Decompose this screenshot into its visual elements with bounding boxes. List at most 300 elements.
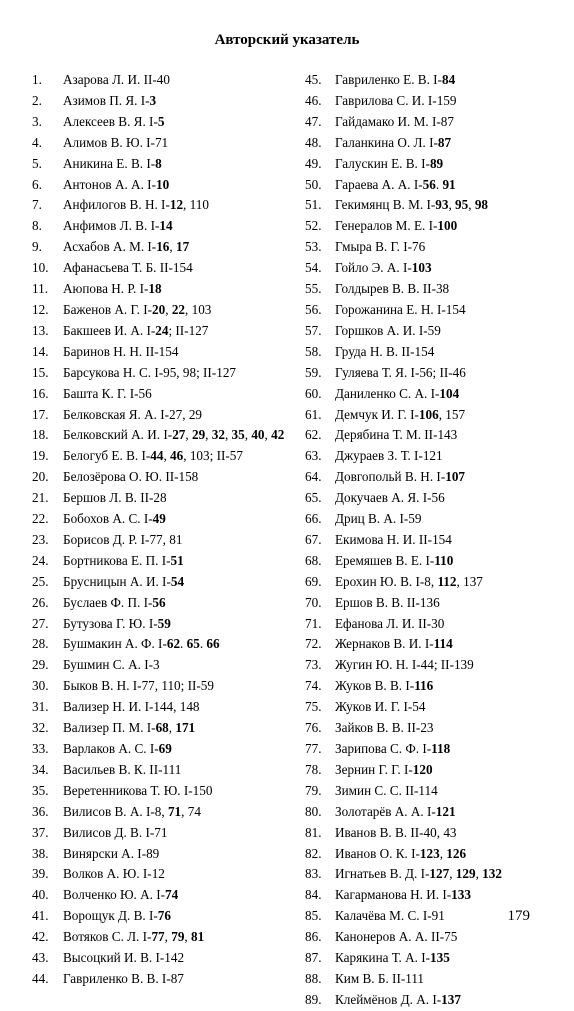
entry-text-part: Ворощук Д. В. I- bbox=[63, 908, 158, 924]
entry-text bbox=[335, 446, 567, 467]
entry-text bbox=[335, 321, 567, 342]
entry-page-bold: 8 bbox=[155, 155, 162, 171]
entry-number: 35. bbox=[32, 782, 49, 798]
entry-number: 75. bbox=[305, 699, 322, 715]
entry-text-part: ; II-127 bbox=[168, 322, 209, 338]
entry-number: 2. bbox=[32, 92, 42, 108]
entry-number: 9. bbox=[32, 239, 42, 255]
entry-text bbox=[335, 425, 567, 446]
entry-text-part: Зимин С. С. II-114 bbox=[335, 782, 438, 798]
entry-text bbox=[63, 823, 308, 844]
entry-text-part: Вилисов Д. В. I-71 bbox=[63, 824, 168, 840]
entry-text-part: Жугин Ю. Н. I-44; II-139 bbox=[335, 657, 474, 673]
entry-number: 32. bbox=[32, 720, 49, 736]
entry-text-part: , bbox=[163, 448, 171, 464]
index-entry bbox=[32, 676, 308, 697]
entry-text-part: Бортникова Е. П. I- bbox=[63, 552, 171, 568]
entry-text-part: Горшков А. И. I-59 bbox=[335, 322, 441, 338]
index-entry bbox=[305, 488, 567, 509]
entry-page-bold: 22 bbox=[171, 301, 185, 317]
index-entry bbox=[32, 844, 308, 865]
index-entry bbox=[305, 697, 567, 718]
entry-number: 60. bbox=[305, 385, 322, 401]
entry-number: 19. bbox=[32, 448, 49, 464]
index-entry bbox=[305, 823, 567, 844]
entry-text-part: , 137 bbox=[456, 573, 483, 589]
entry-page-bold: 32 bbox=[211, 427, 225, 443]
entry-text-part: Вализер Н. И. I-144, 148 bbox=[63, 699, 200, 715]
entry-page-bold: 104 bbox=[439, 385, 460, 401]
entry-text bbox=[63, 133, 308, 154]
index-entry bbox=[305, 446, 567, 467]
index-entry bbox=[32, 70, 308, 91]
entry-text-part: , bbox=[475, 866, 483, 882]
entry-text-part: Груда Н. В. II-154 bbox=[335, 343, 435, 359]
entry-text-part: , bbox=[165, 301, 172, 317]
entry-text-part: Винярски А. I-89 bbox=[63, 845, 160, 861]
index-entry bbox=[32, 321, 308, 342]
entry-text bbox=[335, 154, 567, 175]
entry-text-part: Гойло Э. А. I- bbox=[335, 260, 412, 276]
page-title: Авторский указатель bbox=[214, 32, 360, 48]
entry-text bbox=[335, 593, 567, 614]
entry-page-bold: 24 bbox=[155, 322, 169, 338]
entry-text-part: Брусницын А. И. I- bbox=[63, 573, 171, 589]
entry-text bbox=[335, 864, 567, 885]
entry-number: 71. bbox=[305, 615, 322, 631]
entry-text-part: , bbox=[185, 427, 192, 443]
entry-text-part: Жуков В. В. I- bbox=[335, 678, 415, 694]
entry-text bbox=[335, 844, 567, 865]
index-entry bbox=[305, 300, 567, 321]
entry-number: 6. bbox=[32, 176, 42, 192]
entry-text-part: Галанкина О. Л. I- bbox=[335, 134, 438, 150]
entry-text bbox=[335, 906, 567, 927]
entry-number: 78. bbox=[305, 761, 322, 777]
entry-text bbox=[335, 823, 567, 844]
entry-number: 31. bbox=[32, 699, 49, 715]
entry-text bbox=[63, 572, 308, 593]
entry-number: 48. bbox=[305, 134, 322, 150]
entry-number: 3. bbox=[32, 113, 42, 129]
entry-text-part: , bbox=[184, 929, 191, 945]
entry-text-part: , bbox=[448, 197, 456, 213]
entry-text-part: Зайков В. В. II-23 bbox=[335, 720, 434, 736]
entry-text bbox=[63, 279, 308, 300]
entry-text-part: Еремяшев В. Е. I- bbox=[335, 552, 435, 568]
entry-text bbox=[63, 634, 308, 655]
entry-text-part: Белозёрова О. Ю. II-158 bbox=[63, 469, 199, 485]
entry-number: 51. bbox=[305, 197, 322, 213]
entry-text-part: , bbox=[244, 427, 252, 443]
index-entry bbox=[305, 739, 567, 760]
entry-text bbox=[335, 467, 567, 488]
entry-text bbox=[335, 655, 567, 676]
entry-text bbox=[63, 363, 308, 384]
index-entry bbox=[305, 467, 567, 488]
entry-text bbox=[335, 530, 567, 551]
entry-text-part: Гуляева Т. Я. I-56; II-46 bbox=[335, 364, 466, 380]
entry-number: 67. bbox=[305, 531, 322, 547]
entry-text-part: Кагарманова Н. И. I- bbox=[335, 887, 452, 903]
entry-text-part: Клеймёнов Д. А. I- bbox=[335, 991, 442, 1007]
index-entry bbox=[305, 175, 567, 196]
entry-text-part: Ефанова Л. И. II-30 bbox=[335, 615, 445, 631]
index-entry bbox=[305, 718, 567, 739]
entry-number: 17. bbox=[32, 406, 49, 422]
entry-page-bold: 10 bbox=[155, 176, 170, 192]
entry-number: 86. bbox=[305, 929, 322, 945]
index-entry bbox=[305, 133, 567, 154]
index-entry bbox=[32, 154, 308, 175]
entry-page-bold: 20 bbox=[152, 301, 166, 317]
entry-text-part: Докучаев А. Я. I-56 bbox=[335, 490, 445, 506]
entry-text bbox=[63, 781, 308, 802]
entry-text bbox=[335, 990, 567, 1011]
index-entry bbox=[305, 614, 567, 635]
entry-page-bold: 129 bbox=[455, 866, 476, 882]
entry-number: 43. bbox=[32, 950, 49, 966]
index-entry bbox=[32, 91, 308, 112]
entry-page-bold: 81 bbox=[191, 929, 205, 945]
entry-text-part: Башта К. Г. I-56 bbox=[63, 385, 152, 401]
entry-page-bold: 5 bbox=[157, 113, 165, 129]
entry-text-part: Карякина Т. А. I- bbox=[335, 950, 431, 966]
entry-number: 21. bbox=[32, 490, 49, 506]
entry-text-part: , bbox=[164, 929, 172, 945]
index-entry bbox=[32, 614, 308, 635]
entry-text-part: , 74 bbox=[181, 803, 201, 819]
index-entry bbox=[305, 237, 567, 258]
entry-text-part: Галускин Е. В. I- bbox=[335, 155, 430, 171]
entry-text-part: Волков А. Ю. I-12 bbox=[63, 866, 165, 882]
entry-text-part: , 157 bbox=[438, 406, 466, 422]
entry-number: 13. bbox=[32, 322, 49, 338]
entry-text-part: , bbox=[468, 197, 475, 213]
index-column-right bbox=[305, 70, 567, 1011]
entry-page-bold: 17 bbox=[175, 239, 190, 255]
entry-page-bold: 29 bbox=[191, 427, 206, 443]
entry-text bbox=[63, 384, 308, 405]
entry-text-part: , bbox=[449, 866, 456, 882]
entry-number: 80. bbox=[305, 803, 322, 819]
index-entry bbox=[305, 405, 567, 426]
entry-page-bold: 116 bbox=[414, 678, 434, 694]
entry-text-part: Волченко Ю. А. I- bbox=[63, 887, 166, 903]
entry-text bbox=[63, 697, 308, 718]
entry-text bbox=[335, 342, 567, 363]
entry-text-part: Белогуб Е. В. I- bbox=[63, 448, 151, 464]
entry-text-part: Высоцкий И. В. I-142 bbox=[63, 950, 185, 966]
entry-page-bold: 95 bbox=[455, 197, 469, 213]
entry-text bbox=[63, 802, 308, 823]
index-entry bbox=[32, 216, 308, 237]
entry-page-bold: 27 bbox=[172, 427, 186, 443]
index-entry bbox=[32, 948, 308, 969]
entry-text-part: Иванов В. В. II-40, 43 bbox=[335, 824, 457, 840]
entry-text-part: , bbox=[224, 427, 232, 443]
index-entry bbox=[305, 551, 567, 572]
index-entry bbox=[305, 425, 567, 446]
entry-text-part: Ерохин Ю. В. I-8, bbox=[335, 573, 438, 589]
entry-number: 30. bbox=[32, 678, 49, 694]
entry-page-bold: 14 bbox=[159, 218, 173, 234]
entry-page-bold: 40 bbox=[251, 427, 265, 443]
entry-page-bold: 118 bbox=[431, 741, 451, 756]
index-entry bbox=[32, 655, 308, 676]
entry-page-bold: 106 bbox=[418, 406, 439, 422]
entry-page-bold: 110 bbox=[434, 552, 454, 568]
entry-text bbox=[63, 321, 308, 342]
entry-text bbox=[63, 969, 308, 990]
entry-number: 14. bbox=[32, 343, 49, 359]
entry-number: 62. bbox=[305, 427, 322, 443]
entry-text bbox=[335, 760, 567, 781]
entry-number: 39. bbox=[32, 866, 49, 882]
entry-text bbox=[63, 718, 308, 739]
entry-number: 83. bbox=[305, 866, 322, 882]
entry-text-part: Вотяков С. Л. I- bbox=[63, 929, 152, 945]
entry-text-part: Аюпова Н. Р. I- bbox=[63, 281, 149, 297]
entry-number: 36. bbox=[32, 803, 49, 819]
entry-text bbox=[335, 948, 567, 969]
entry-number: 7. bbox=[32, 197, 42, 213]
entry-number: 38. bbox=[32, 845, 49, 861]
entry-text bbox=[63, 739, 308, 760]
entry-text-part: Голдырев В. В. II-38 bbox=[335, 281, 450, 297]
entry-text bbox=[63, 112, 308, 133]
entry-number: 37. bbox=[32, 824, 49, 840]
entry-page-bold: 77 bbox=[151, 929, 165, 945]
index-entry bbox=[305, 844, 567, 865]
entry-text bbox=[335, 384, 567, 405]
entry-number: 28. bbox=[32, 636, 49, 652]
entry-text-part: Аникина Е. В. I- bbox=[63, 155, 156, 171]
entry-text bbox=[335, 216, 567, 237]
entry-number: 15. bbox=[32, 364, 49, 380]
index-entry bbox=[305, 781, 567, 802]
entry-page-bold: 89 bbox=[429, 155, 444, 171]
entry-text bbox=[335, 718, 567, 739]
entry-page-bold: 46 bbox=[170, 448, 184, 464]
entry-page-bold: 135 bbox=[430, 950, 450, 966]
entry-number: 76. bbox=[305, 720, 322, 736]
entry-text-part: , bbox=[439, 845, 447, 861]
entry-text-part: Бакшеев И. А. I- bbox=[63, 322, 156, 338]
entry-page-bold: 56 bbox=[422, 176, 436, 192]
entry-text bbox=[63, 614, 308, 635]
index-entry bbox=[305, 990, 567, 1011]
entry-page-bold: 18 bbox=[148, 281, 162, 297]
entry-number: 61. bbox=[305, 406, 322, 422]
entry-page-bold: 127 bbox=[429, 866, 450, 882]
entry-page-bold: 107 bbox=[445, 469, 465, 485]
entry-text bbox=[335, 572, 567, 593]
index-entry bbox=[305, 572, 567, 593]
entry-page-bold: 137 bbox=[441, 991, 461, 1007]
entry-text-part: Демчук И. Г. I- bbox=[335, 406, 419, 422]
entry-number: 55. bbox=[305, 281, 322, 297]
entry-text-part: Бобохов А. С. I- bbox=[63, 511, 153, 527]
entry-text-part: Белковская Я. А. I-27, 29 bbox=[63, 406, 203, 422]
entry-text-part: , bbox=[264, 427, 272, 443]
entry-text bbox=[63, 467, 308, 488]
entry-text bbox=[335, 237, 567, 258]
entry-page-bold: 3 bbox=[149, 92, 157, 108]
index-entry bbox=[32, 446, 308, 467]
entry-text-part: Жуков И. Г. I-54 bbox=[335, 699, 426, 715]
entry-number: 68. bbox=[305, 552, 322, 568]
entry-page-bold: 49 bbox=[152, 511, 166, 527]
entry-page-bold: 74 bbox=[165, 887, 179, 903]
entry-page-bold: 133 bbox=[451, 887, 471, 903]
entry-text bbox=[63, 676, 308, 697]
entry-text-part: Варлаков А. С. I- bbox=[63, 741, 159, 756]
entry-text-part: , 103; II-57 bbox=[183, 448, 243, 464]
entry-text bbox=[63, 300, 308, 321]
entry-text bbox=[63, 154, 308, 175]
entry-text bbox=[63, 551, 308, 572]
index-entry bbox=[32, 927, 308, 948]
entry-text-part: , 110 bbox=[183, 197, 209, 213]
entry-text-part: Канонеров А. А. II-75 bbox=[335, 929, 458, 945]
entry-number: 63. bbox=[305, 448, 322, 464]
index-entry bbox=[305, 509, 567, 530]
entry-page-bold: 87 bbox=[437, 134, 452, 150]
entry-number: 88. bbox=[305, 970, 322, 986]
entry-text bbox=[335, 279, 567, 300]
entry-text bbox=[63, 760, 308, 781]
entry-text-part: Гайдамако И. М. I-87 bbox=[335, 113, 454, 129]
entry-number: 47. bbox=[305, 113, 322, 129]
entry-number: 87. bbox=[305, 950, 322, 966]
index-entry bbox=[32, 112, 308, 133]
entry-number: 77. bbox=[305, 741, 322, 756]
entry-number: 26. bbox=[32, 594, 49, 610]
entry-text bbox=[63, 425, 308, 446]
entry-text bbox=[335, 405, 567, 426]
entry-number: 52. bbox=[305, 218, 322, 234]
entry-number: 57. bbox=[305, 322, 322, 338]
entry-number: 24. bbox=[32, 552, 49, 568]
entry-text-part: Гмыра В. Г. I-76 bbox=[335, 239, 426, 255]
entry-page-bold: 66 bbox=[206, 636, 220, 652]
entry-text bbox=[335, 781, 567, 802]
entry-number: 34. bbox=[32, 761, 49, 777]
entry-page-bold: 132 bbox=[482, 866, 502, 882]
entry-text bbox=[63, 509, 308, 530]
entry-text-part: Екимова Н. И. II-154 bbox=[335, 531, 452, 547]
entry-text bbox=[335, 112, 567, 133]
entry-page-bold: 84 bbox=[441, 72, 456, 87]
index-entry bbox=[32, 634, 308, 655]
entry-text-part: Азарова Л. И. II-40 bbox=[63, 72, 170, 87]
entry-page-bold: 44 bbox=[150, 448, 164, 464]
entry-text-part: Зарипова С. Ф. I- bbox=[335, 741, 432, 756]
entry-number: 42. bbox=[32, 929, 49, 945]
index-entry bbox=[305, 91, 567, 112]
entry-text bbox=[63, 948, 308, 969]
index-entry bbox=[305, 321, 567, 342]
entry-text-part: Буслаев Ф. П. I- bbox=[63, 594, 153, 610]
index-entry bbox=[305, 655, 567, 676]
entry-text bbox=[63, 70, 308, 91]
index-entry bbox=[32, 802, 308, 823]
entry-page-bold: 171 bbox=[175, 720, 196, 736]
entry-number: 54. bbox=[305, 260, 322, 276]
entry-text-part: Гекимянц В. М. I- bbox=[335, 197, 436, 213]
entry-page-bold: 91 bbox=[442, 176, 456, 192]
index-entry bbox=[305, 258, 567, 279]
entry-text-part: Белковский А. И. I- bbox=[63, 427, 173, 443]
entry-text-part: Ершов В. В. II-136 bbox=[335, 594, 440, 610]
index-entry bbox=[305, 70, 567, 91]
entry-text bbox=[335, 91, 567, 112]
entry-text bbox=[335, 509, 567, 530]
entry-text bbox=[63, 91, 308, 112]
entry-page-bold: 112 bbox=[437, 573, 457, 589]
entry-page-bold: 76 bbox=[157, 908, 171, 924]
entry-text bbox=[63, 175, 308, 196]
entry-text bbox=[335, 697, 567, 718]
entry-text-part: Генералов М. Е. I- bbox=[335, 218, 438, 234]
entry-text bbox=[335, 634, 567, 655]
entry-page-bold: 114 bbox=[433, 636, 453, 652]
index-entry bbox=[305, 969, 567, 990]
index-entry bbox=[32, 258, 308, 279]
entry-text bbox=[335, 802, 567, 823]
index-entry bbox=[32, 572, 308, 593]
entry-text bbox=[63, 237, 308, 258]
entry-text bbox=[63, 216, 308, 237]
entry-page-bold: 123 bbox=[419, 845, 440, 861]
entry-page-bold: 35 bbox=[231, 427, 245, 443]
entry-number: 46. bbox=[305, 92, 322, 108]
entry-text bbox=[335, 300, 567, 321]
index-entry bbox=[305, 948, 567, 969]
entry-page-bold: 100 bbox=[437, 218, 458, 234]
index-entry bbox=[305, 634, 567, 655]
entry-text bbox=[63, 488, 308, 509]
entry-number: 33. bbox=[32, 741, 49, 756]
index-column-left bbox=[32, 70, 308, 990]
index-entry bbox=[305, 279, 567, 300]
index-entry bbox=[32, 823, 308, 844]
entry-text bbox=[335, 927, 567, 948]
entry-text-part: Барсукова Н. С. I-95, 98; II-127 bbox=[63, 364, 237, 380]
index-entry bbox=[305, 885, 567, 906]
entry-text-part: . bbox=[180, 636, 187, 652]
entry-number: 22. bbox=[32, 511, 49, 527]
index-entry bbox=[32, 342, 308, 363]
index-entry bbox=[32, 175, 308, 196]
index-entry bbox=[32, 739, 308, 760]
entry-number: 20. bbox=[32, 469, 49, 485]
index-entry bbox=[305, 384, 567, 405]
entry-page-bold: 126 bbox=[446, 845, 467, 861]
entry-text-part: Асхабов А. М. I- bbox=[63, 239, 157, 255]
entry-text bbox=[335, 551, 567, 572]
entry-text bbox=[335, 70, 567, 91]
entry-text-part: Веретенникова Т. Ю. I-150 bbox=[63, 782, 213, 798]
entry-number: 11. bbox=[32, 281, 48, 297]
entry-number: 64. bbox=[305, 469, 322, 485]
entry-number: 29. bbox=[32, 657, 49, 673]
entry-text bbox=[63, 655, 308, 676]
entry-text bbox=[63, 258, 308, 279]
entry-text bbox=[63, 530, 308, 551]
entry-number: 82. bbox=[305, 845, 322, 861]
